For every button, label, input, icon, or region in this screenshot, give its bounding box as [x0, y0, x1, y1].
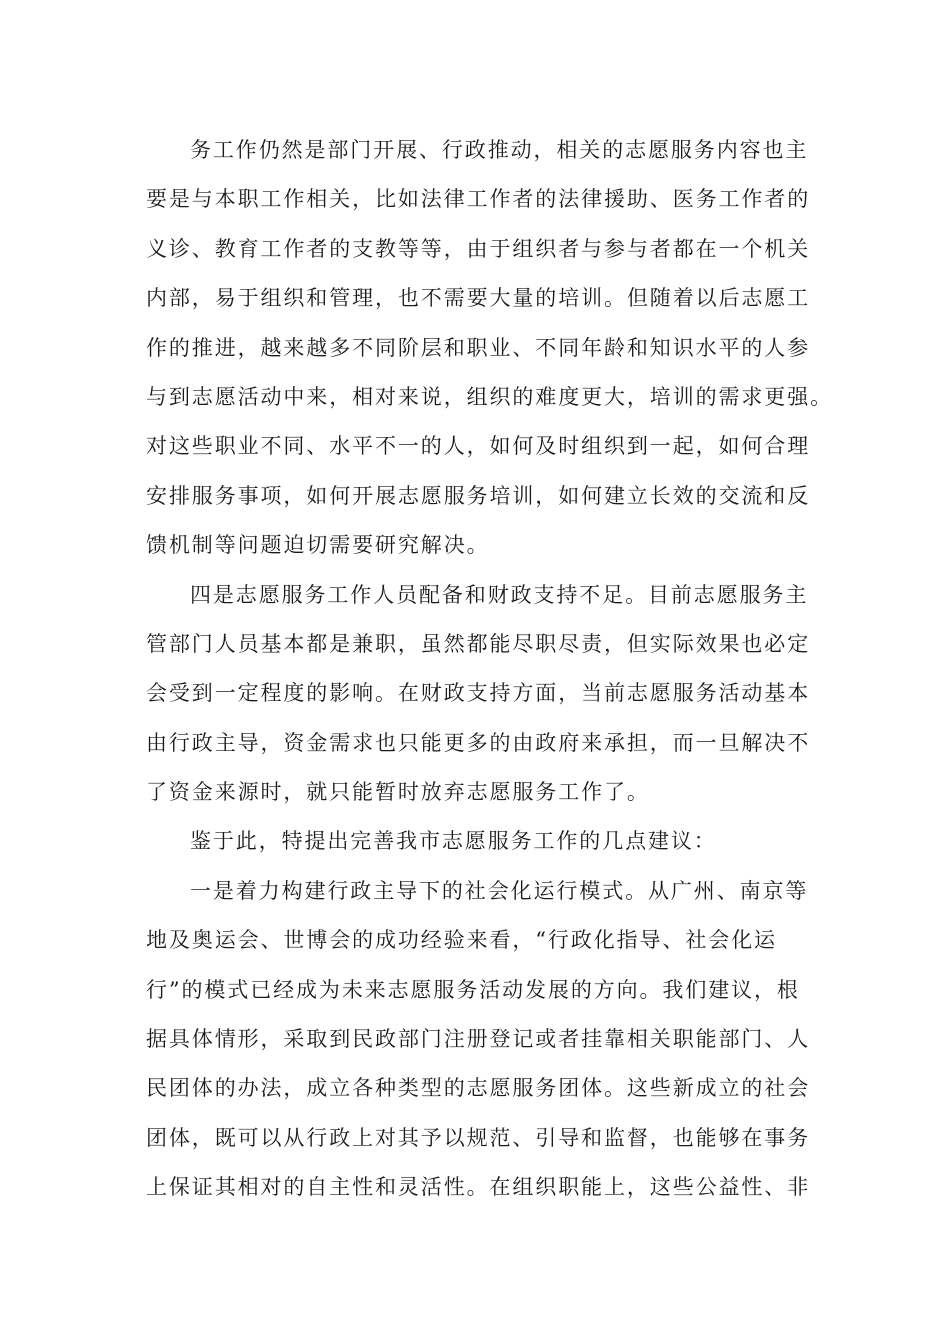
text-line: 馈机制等问题迫切需要研究解决。: [146, 533, 490, 558]
text-line: 要是与本职工作相关，比如法律工作者的法律援助、医务工作者的: [146, 187, 811, 212]
text-line: 据具体情形，采取到民政部门注册登记或者挂靠相关职能部门、人: [146, 1027, 811, 1052]
text-line: 会受到一定程度的影响。在财政支持方面，当前志愿服务活动基本: [146, 681, 811, 706]
text-line: 安排服务事项，如何开展志愿服务培训，如何建立长效的交流和反: [146, 483, 811, 508]
text-line: 管部门人员基本都是兼职，虽然都能尽职尽责，但实际效果也必定: [146, 631, 811, 656]
text-line: 行”的模式已经成为未来志愿服务活动发展的方向。我们建议，根: [146, 977, 800, 1002]
text-line: 团体，既可以从行政上对其予以规范、引导和监督，也能够在事务: [146, 1125, 811, 1150]
text-line: 民团体的办法，成立各种类型的志愿服务团体。这些新成立的社会: [146, 1076, 811, 1101]
text-line: 务工作仍然是部门开展、行政推动，相关的志愿服务内容也主: [190, 138, 809, 162]
text-line: 上保证其相对的自主性和灵活性。在组织职能上，这些公益性、非: [146, 1175, 811, 1200]
text-line: 内部，易于组织和管理，也不需要大量的培训。但随着以后志愿工: [146, 286, 811, 311]
body-text: [146, 126, 833, 1213]
text-line: 鉴于此，特提出完善我市志愿服务工作的几点建议：: [190, 829, 717, 854]
text-line: 了资金来源时，就只能暂时放弃志愿服务工作了。: [146, 780, 650, 805]
text-line: 与到志愿活动中来，相对来说，组织的难度更大，培训的需求更强。: [146, 384, 833, 409]
text-line: 义诊、教育工作者的支教等等，由于组织者与参与者都在一个机关: [146, 236, 811, 261]
text-line: 地及奥运会、世博会的成功经验来看，“行政化指导、社会化运: [146, 928, 777, 953]
text-line: 作的推进，越来越多不同阶层和职业、不同年龄和知识水平的人参: [146, 335, 811, 360]
text-line: 由行政主导，资金需求也只能更多的由政府来承担，而一旦解决不: [146, 730, 811, 755]
text-line: 四是志愿服务工作人员配备和财政支持不足。目前志愿服务主: [190, 582, 809, 607]
text-line: 一是着力构建行政主导下的社会化运行模式。从广州、南京等: [190, 878, 809, 903]
text-line: 对这些职业不同、水平不一的人，如何及时组织到一起，如何合理: [146, 434, 811, 459]
